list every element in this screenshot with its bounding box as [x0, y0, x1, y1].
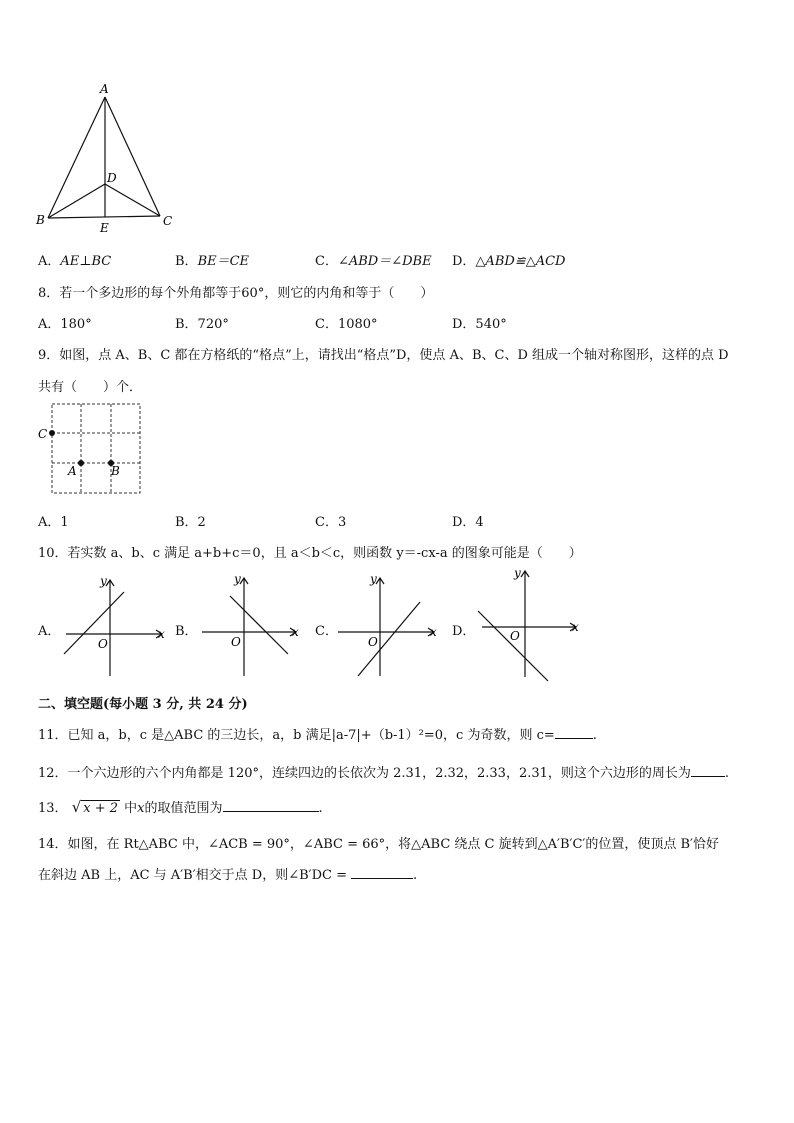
q9-stem-line2: 共有（ ）个． [38, 380, 143, 395]
q8-option-d: D．540° [452, 317, 507, 332]
q7-option-c: C．∠ABD＝∠DBE [315, 254, 432, 269]
segment-cd [105, 184, 160, 216]
q9-option-b: B．2 [175, 515, 206, 530]
q10-graph-c [332, 572, 444, 682]
q8-option-c: C．1080° [315, 317, 378, 332]
q9-option-d: D．4 [452, 515, 484, 530]
svg-text:y: y [100, 574, 107, 588]
q10-option-a: A． [38, 624, 61, 639]
q10-option-d: D． [452, 624, 476, 639]
triangle-figure [30, 80, 190, 240]
svg-text:x: x [292, 625, 299, 639]
q10-stem: 10．若实数 a、b、c 满足 a+b+c＝0，且 a＜b＜c，则函数 y＝-cx-a 的图象可能是（ ） [38, 546, 582, 561]
q7-option-a: A．AE⊥BC [38, 254, 112, 269]
svg-text:x: x [158, 627, 165, 641]
point-c [49, 430, 55, 436]
q8-option-b: B．720° [175, 317, 229, 332]
point-a [78, 460, 84, 466]
svg-text:y: y [234, 572, 241, 586]
q10-option-c: C． [315, 624, 338, 639]
q8-option-a: A．180° [38, 317, 92, 332]
q10-graph-d [472, 565, 584, 685]
svg-text:y: y [370, 572, 377, 586]
label-b: B [36, 213, 45, 227]
q14-line1: 14．如图，在 Rt△ABC 中，∠ACB = 90°，∠ABC = 66°，将△ABC 绕点 C 旋转到△A′B′C′的位置，使顶点 B′恰好 [38, 837, 719, 852]
q14-answer-blank[interactable] [351, 866, 413, 879]
svg-text:x: x [572, 620, 579, 634]
segment-bc [48, 216, 160, 218]
q13-answer-blank[interactable] [223, 799, 319, 812]
grid-figure [36, 400, 146, 498]
q11-answer-blank[interactable] [555, 726, 593, 739]
label-e: E [100, 221, 109, 235]
q10-line-d [478, 611, 548, 681]
segment-ac [105, 97, 160, 216]
svg-text:O: O [231, 635, 241, 649]
q13: 13． √ x + 2 中x的取值范围为 . [38, 798, 323, 816]
q11: 11．已知 a，b，c 是△ABC 的三边长，a，b 满足|a-7|+（b-1）²=0，c 为奇数，则 c= . [38, 728, 597, 743]
q10-graph-b [196, 572, 308, 682]
grid-label-b: B [111, 464, 120, 478]
svg-text:x: x [430, 625, 437, 639]
q8-stem: 8．若一个多边形的每个外角都等于60°，则它的内角和等于（ ） [38, 286, 434, 301]
sqrt-expression: √ x + 2 [71, 798, 119, 816]
section-title: 二、填空题(每小题 3 分, 共 24 分) [38, 697, 248, 712]
q14-line2: 在斜边 AB 上，AC 与 A′B′相交于点 D，则∠B′DC = . [38, 868, 418, 883]
q9-option-a: A．1 [38, 515, 69, 530]
q12-answer-blank[interactable] [691, 764, 725, 777]
svg-text:O: O [368, 635, 378, 649]
q9-option-c: C．3 [315, 515, 347, 530]
q10-line-a [64, 592, 124, 654]
grid-label-a: A [68, 464, 77, 478]
svg-text:O: O [510, 629, 520, 643]
label-a: A [100, 82, 109, 96]
q10-option-b: B． [175, 624, 198, 639]
q7-option-b: B．BE＝CE [175, 254, 250, 269]
segment-ab [48, 97, 105, 218]
q9-stem-line1: 9．如图，点 A、B、C 都在方格纸的“格点”上，请找出“格点”D，使点 A、B、C、D 组成一个轴对称图形，这样的点 D [38, 348, 729, 363]
grid-label-c: C [38, 427, 48, 441]
q10-graph-a [58, 572, 170, 682]
svg-text:y: y [514, 566, 521, 580]
q12: 12．一个六边形的六个内角都是 120°，连续四边的长依次为 2.31，2.32，2.33，2.31，则这个六边形的周长为 . [38, 766, 730, 781]
label-c: C [163, 214, 173, 228]
label-d: D [107, 171, 117, 185]
svg-text:O: O [98, 637, 108, 651]
q7-option-d: D．△ABD≌△ACD [452, 254, 566, 269]
